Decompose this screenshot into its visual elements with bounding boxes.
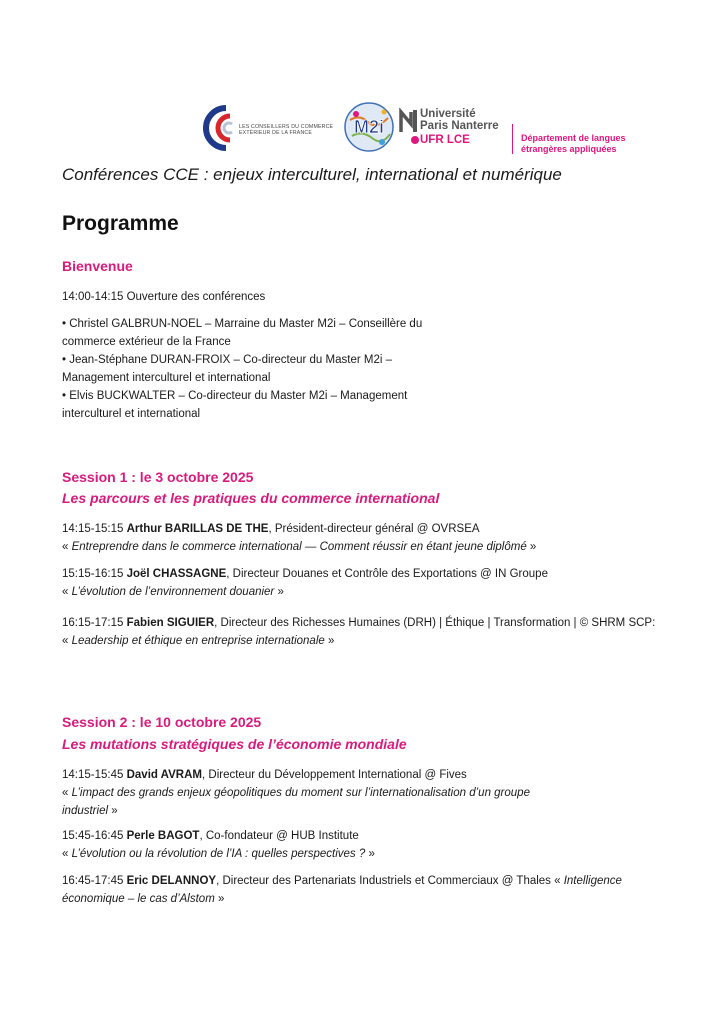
speaker-name: Eric DELANNOY [126,875,217,887]
quote-open: « [62,635,72,647]
talk-time: 16:45-17:45 [62,875,124,887]
quote-open: « [62,586,72,598]
m2i-globe-icon [342,100,400,154]
welcome-person [62,315,422,351]
page-title: Programme [62,212,179,235]
speaker-role: , Directeur Douanes et Contrôle des Exportations @ IN Groupe [226,568,548,580]
quote-close: » [214,893,225,905]
speaker-name: Fabien SIGUIER [126,617,215,629]
talk-title: Entreprendre dans le commerce international — Comment réussir en étant jeune diplômé [71,541,527,553]
person-line2: Management interculturel et international [62,372,271,384]
session-heading: Session 1 : le 3 octobre 2025 [62,469,254,485]
m2i-logo [342,100,400,154]
talk-entry [62,614,655,650]
talk-entry [62,520,536,556]
speaker-name: Arthur BARILLAS DE THE [126,523,269,535]
speaker-role: , Directeur des Partenariats Industriels et Commerciaux @ Thales « [216,875,564,887]
speaker-name: Joël CHASSAGNE [126,568,227,580]
logo-separator [512,124,513,154]
conference-subtitle: Conférences CCE : enjeux interculturel, international et numérique [62,165,562,184]
person-line1: • Jean-Stéphane DURAN-FROIX – Co-directeur du Master M2i – [62,354,392,366]
quote-open: « [62,541,72,553]
talk-entry [62,565,548,601]
welcome-person [62,387,407,423]
talk-title: L’impact des grands enjeux géopolitiques du moment sur l’internationalisation d’un groupe [71,787,530,799]
person-line1: • Christel GALBRUN-NOEL – Marraine du Master M2i – Conseillère du [62,318,423,330]
welcome-person [62,351,392,387]
talk-title: L’évolution ou la révolution de l’IA : quelles perspectives ? [71,848,366,860]
talk-time: 16:15-17:15 [62,617,124,629]
quote-open: « [62,787,72,799]
speaker-name: David AVRAM [126,769,202,781]
quote-close: » [526,541,537,553]
quote-close: » [108,805,118,817]
talk-title-continued: industriel [62,805,109,817]
ufr-dot-icon [411,136,419,144]
talk-time: 14:15-15:15 [62,523,124,535]
speaker-name: Perle BAGOT [126,830,200,842]
welcome-heading: Bienvenue [62,258,133,274]
quote-open: « [62,848,72,860]
nanterre-emblem-icon [399,108,419,134]
quote-close: » [274,586,284,598]
cce-emblem-icon [196,102,240,154]
speaker-role: , Directeur des Richesses Humaines (DRH) | Éthique | Transformation | © SHRM SCP: [214,617,656,629]
session-heading: Session 2 : le 10 octobre 2025 [62,714,262,730]
talk-time: 14:15-15:45 [62,769,124,781]
universite-paris-nanterre-logo [399,108,509,154]
person-line2: interculturel et international [62,408,201,420]
university-name-line2: Paris Nanterre [420,120,499,132]
session-theme: Les mutations stratégiques de l’économie mondiale [62,736,407,752]
cce-logo [196,102,346,154]
talk-title-continued: économique – le cas d’Alstom [62,893,215,905]
ufr-label: UFR LCE [420,134,470,146]
session-theme: Les parcours et les pratiques du commerce international [62,490,440,506]
talk-entry [62,827,375,863]
talk-time: 15:15-16:15 [62,568,124,580]
header-logos [196,100,656,160]
talk-time: 15:45-16:45 [62,830,124,842]
talk-entry [62,872,622,908]
person-line2: commerce extérieur de la France [62,336,231,348]
quote-close: » [365,848,375,860]
university-name-line1: Université [420,108,476,120]
quote-close: » [324,635,335,647]
opening-time-line: 14:00-14:15 Ouverture des conférences [62,291,266,303]
talk-title: Leadership et éthique en entreprise internationale [71,635,325,647]
m2i-text: M2i [353,117,385,137]
department-name: Département de langues étrangères appliquées [521,133,626,154]
person-line1: • Elvis BUCKWALTER – Co-directeur du Master M2i – Management [62,390,408,402]
speaker-role: , Co-fondateur @ HUB Institute [199,830,359,842]
talk-title: L’évolution de l’environnement douanier [71,586,275,598]
cce-logo-text: LES CONSEILLERS DU COMMERCE EXTÉRIEUR DE LA FRANCE [239,124,334,136]
talk-title: Intelligence [563,875,622,887]
talk-entry [62,766,530,820]
speaker-role: , Président-directeur général @ OVRSEA [268,523,480,535]
speaker-role: , Directeur du Développement International @ Fives [202,769,467,781]
